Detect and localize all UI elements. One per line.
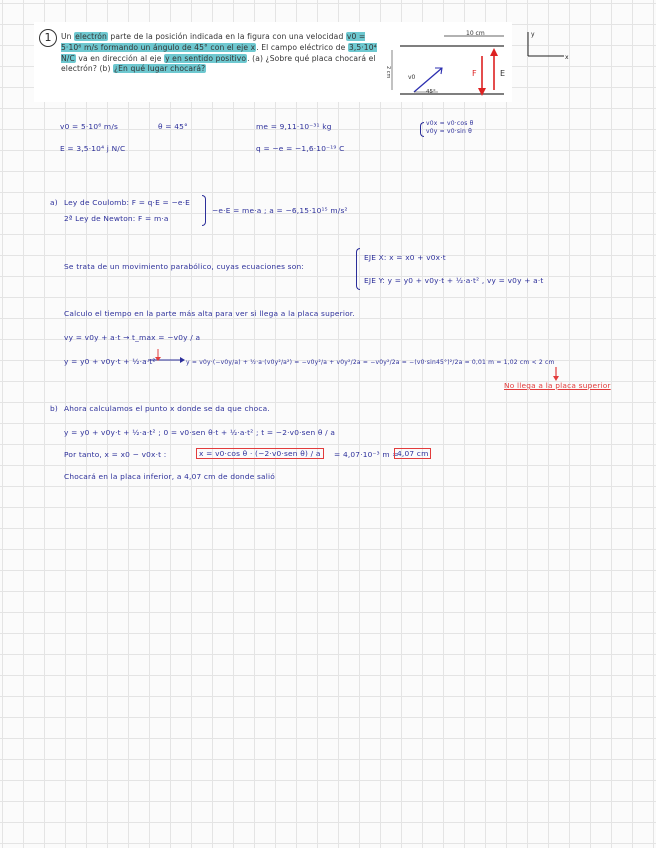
plates-figure — [380, 28, 508, 100]
time-equation: y = y0 + v0y·t + ½·a·t² ; 0 = v0·sen θ·t + ½·a·t² ; t = −2·v0·sen θ / a — [64, 428, 336, 437]
data-v0: v0 = 5·10⁶ m/s — [60, 122, 119, 131]
part-a-conclusion: No llega a la placa superior — [504, 381, 611, 390]
conclusion-arrow — [551, 367, 561, 381]
highlighted-phrase: y en sentido positivo — [165, 53, 247, 63]
statement-text — [61, 32, 379, 75]
highlighted-phrase: 3,5·10⁴ N/C — [61, 42, 377, 63]
ymax-left: y = y0 + v0y·t + ½·a·t² — [64, 357, 156, 366]
highlighted-phrase: v0 = 5·10⁶ m/s formando un ángulo de 45° con el eje x — [61, 32, 366, 52]
final-equals: = 4,07·10⁻³ m = — [334, 450, 399, 459]
laws-brace — [202, 195, 206, 226]
data-charge: q = −e = −1,6·10⁻¹⁹ C — [256, 144, 345, 153]
statement-phrase: Un — [61, 32, 75, 41]
data-field: E = 3,5·10⁴ j N/C — [60, 144, 126, 153]
axes-sketch — [522, 28, 570, 60]
problem-statement — [34, 22, 512, 102]
equations-brace — [356, 248, 360, 290]
data-theta: θ = 45° — [158, 122, 188, 131]
problem-number: 1 — [39, 29, 57, 47]
force-label: F — [472, 69, 477, 78]
statement-phrase: parte de la posición indicada en la figura con una velocidad — [107, 32, 346, 41]
field-label: E — [500, 69, 506, 78]
data-v0x: v0x = v0·cos θ — [426, 120, 474, 127]
part-b-conclusion: Chocará en la placa inferior, a 4,07 cm de donde salió — [64, 472, 276, 481]
final-prefix: Por tanto, x = x0 − v0x·t : — [64, 450, 167, 459]
calc-intro: Calculo el tiempo en la parte más alta para ver si llega a la placa superior. — [64, 309, 355, 318]
data-mass: me = 9,11·10⁻³¹ kg — [256, 122, 332, 131]
vy-zero: vy = v0y + a·t → t_max = −v0y / a — [64, 333, 201, 342]
part-b-intro: Ahora calculamos el punto x donde se da que choca. — [64, 404, 270, 413]
part-b-label: b) — [50, 404, 58, 413]
statement-phrase: . (a) ¿Sobre qué placa chocará el electrón? (b) — [61, 53, 376, 74]
statement-phrase: . El campo eléctrico de — [256, 42, 348, 52]
highlighted-phrase: ¿En qué lugar chocará? — [114, 64, 206, 74]
eq-axis-x: EJE X: x = x0 + v0x·t — [364, 253, 446, 262]
plate-gap-label: 2 cm — [385, 66, 391, 79]
components-brace — [420, 122, 424, 137]
eq-axis-y: EJE Y: y = y0 + v0y·t + ½·a·t² , vy = v0y + a·t — [364, 276, 544, 285]
v0-label: v0 — [408, 74, 416, 81]
acceleration-result: −e·E = me·a ; a = −6,15·10¹⁵ m/s² — [212, 206, 348, 215]
part-a-label: a) — [50, 198, 58, 207]
final-formula-box: x = v0·cos θ · (−2·v0·sen θ) / a — [196, 448, 324, 459]
highlighted-phrase: electrón — [75, 32, 107, 41]
data-v0y: v0y = v0·sin θ — [426, 128, 473, 135]
coulomb-law: Ley de Coulomb: F = q·E = −e·E — [64, 198, 191, 207]
newton-law: 2ª Ley de Newton: F = m·a — [64, 214, 169, 223]
angle-label: 45° — [426, 89, 436, 95]
motion-intro: Se trata de un movimiento parabólico, cuyas ecuaciones son: — [64, 262, 305, 271]
axis-x-label: x — [565, 54, 569, 60]
ymax-arrow — [146, 347, 186, 363]
statement-phrase: va en dirección al eje — [75, 53, 165, 63]
final-result-box: 4,07 cm — [394, 448, 431, 459]
plate-width-label: 10 cm — [466, 30, 485, 37]
ymax-calc: y = v0y·(−v0y/a) + ½·a·(v0y²/a²) = −v0y²/a + v0y²/2a = −v0y²/2a = −(v0·sin45°)²/2a = 0,01 m = 1,02 cm < 2 cm — [186, 359, 555, 366]
axis-y-label: y — [531, 31, 535, 38]
